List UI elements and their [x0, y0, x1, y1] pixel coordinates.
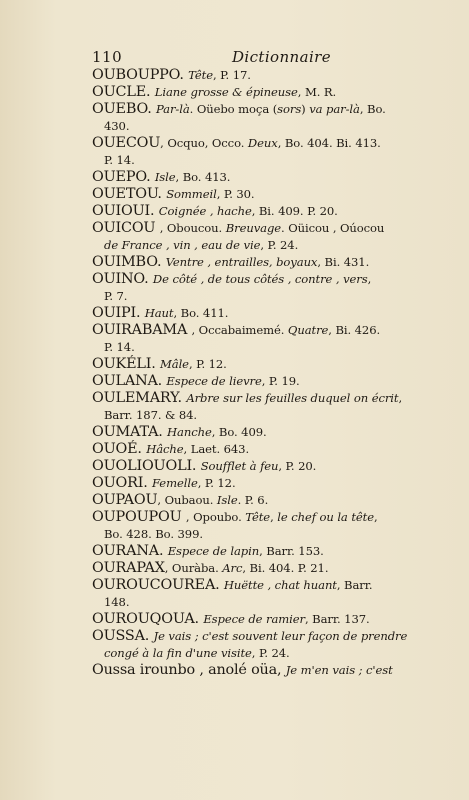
- dictionary-entry: [92, 169, 442, 186]
- gloss-text: Espece de ramier: [203, 612, 305, 626]
- dictionary-entry: [92, 543, 442, 560]
- headword: OULEMARY.: [92, 390, 187, 406]
- headword: OUOÉ.: [92, 441, 147, 457]
- reference-text: , Bo. 413.: [175, 170, 231, 184]
- gloss-text: Arbre sur les feuilles duquel on écrit: [186, 391, 399, 405]
- entry-line: [92, 373, 442, 390]
- headword: OUECOU: [92, 135, 161, 151]
- page-number: 110: [92, 48, 123, 66]
- entry-line: [92, 628, 442, 645]
- dictionary-entry: [92, 84, 442, 101]
- headword: OUPOUPOU: [92, 509, 186, 525]
- entry-line: [92, 101, 442, 118]
- entry-line: [92, 271, 442, 288]
- reference-text: ,: [270, 510, 278, 524]
- headword: OULANA.: [92, 373, 167, 389]
- headword: OUEPO.: [92, 169, 155, 185]
- reference-text: Barr. 187. & 84.: [104, 408, 197, 422]
- reference-text: , Bi. 409. P. 20.: [251, 204, 338, 218]
- gloss-text: de France , vin , eau de vie: [104, 238, 261, 252]
- gloss-text: Hanche: [167, 425, 212, 439]
- headword: OUROUQOUA.: [92, 611, 204, 627]
- reference-text: , P. 24.: [251, 646, 290, 660]
- reference-text: . P. 6.: [237, 493, 269, 507]
- headword: OUMATA.: [92, 424, 168, 440]
- dictionary-entry: [92, 577, 442, 611]
- dictionary-entry: [92, 67, 442, 84]
- headword: OUORI.: [92, 475, 152, 491]
- entry-continuation-line: [92, 118, 442, 135]
- entry-line: [92, 543, 442, 560]
- entry-line: [92, 169, 442, 186]
- headword: OUIPI.: [92, 305, 145, 321]
- reference-text: , Bo. 409.: [211, 425, 267, 439]
- reference-text: . Oüicou , Oúocou: [281, 221, 385, 235]
- reference-text: , P. 17.: [213, 68, 251, 82]
- reference-text: , Barr.: [336, 578, 373, 592]
- entry-continuation-line: [92, 594, 442, 611]
- dictionary-entry: [92, 356, 442, 373]
- headword: OUICOU: [92, 220, 160, 236]
- headword: Oussa irounbo , anolé oüa,: [92, 662, 286, 678]
- reference-text: 430.: [104, 119, 130, 133]
- reference-text: ,: [398, 391, 403, 405]
- gloss-text: va par-là: [309, 102, 360, 116]
- reference-text: , Oubaou.: [157, 493, 217, 507]
- reference-text: , Opoubo.: [185, 510, 246, 524]
- entry-line: [92, 186, 442, 203]
- gloss-text: Huëtte , chat huant: [223, 578, 337, 592]
- gloss-text: Quatre: [287, 323, 329, 337]
- entry-line: [92, 305, 442, 322]
- headword: OUIRABAMA: [92, 322, 192, 338]
- gloss-text: Femelle: [152, 476, 198, 490]
- headword: OUROUCOUREA.: [92, 577, 224, 593]
- dictionary-entry: [92, 101, 442, 135]
- running-head: Dictionnaire: [232, 48, 331, 66]
- gloss-text: Breuvage: [225, 221, 282, 235]
- dictionary-entry: [92, 305, 442, 322]
- reference-text: Bo. 428. Bo. 399.: [104, 527, 203, 541]
- headword: OUOLIOUOLI.: [92, 458, 201, 474]
- gloss-text: Deux: [247, 136, 278, 150]
- dictionary-entries: [92, 67, 442, 679]
- reference-text: , P. 19.: [261, 374, 300, 388]
- dictionary-entry: [92, 475, 442, 492]
- reference-text: , Laet. 643.: [183, 442, 250, 456]
- dictionary-entry: [92, 441, 442, 458]
- entry-continuation-line: [92, 645, 442, 662]
- headword: OUIMBO.: [92, 254, 166, 270]
- dictionary-entry: [92, 611, 442, 628]
- reference-text: , M. R.: [297, 85, 337, 99]
- entry-line: [92, 611, 442, 628]
- gloss-text: Tête: [245, 510, 271, 524]
- dictionary-entry: [92, 203, 442, 220]
- reference-text: , Barr. 137.: [304, 612, 370, 626]
- gloss-text: Mâle: [159, 357, 189, 371]
- headword: OUINO.: [92, 271, 153, 287]
- headword: OUKÉLI.: [92, 356, 160, 372]
- entry-continuation-line: [92, 339, 442, 356]
- dictionary-entry: [92, 509, 442, 543]
- headword: OUEBO.: [92, 101, 156, 117]
- reference-text: , P. 30.: [216, 187, 255, 201]
- reference-text: , P. 12.: [188, 357, 227, 371]
- gloss-text: Coignée , hache: [158, 204, 252, 218]
- entry-line: [92, 560, 442, 577]
- entry-line: [92, 458, 442, 475]
- dictionary-entry: [92, 560, 442, 577]
- entry-line: [92, 220, 442, 237]
- dictionary-entry: [92, 390, 442, 424]
- entry-line: [92, 254, 442, 271]
- headword: OURANA.: [92, 543, 168, 559]
- reference-text: ,: [367, 272, 372, 286]
- gloss-text: Je m'en vais ; c'est: [285, 663, 393, 677]
- dictionary-entry: [92, 458, 442, 475]
- reference-text: , P. 20.: [278, 459, 317, 473]
- dictionary-entry: [92, 662, 442, 679]
- reference-text: , Bo. 404. Bi. 413.: [277, 136, 381, 150]
- entry-line: [92, 492, 442, 509]
- dictionary-entry: [92, 628, 442, 662]
- entry-line: [92, 475, 442, 492]
- reference-text: P. 7.: [104, 289, 128, 303]
- gloss-text: De côté , de tous côtés , contre , vers: [152, 272, 368, 286]
- entry-line: [92, 662, 442, 679]
- entry-line: [92, 356, 442, 373]
- reference-text: ,: [373, 510, 378, 524]
- gloss-text: Sommeil: [166, 187, 217, 201]
- gloss-text: Arc: [222, 561, 243, 575]
- page-header: [92, 48, 434, 68]
- dictionary-entry: [92, 492, 442, 509]
- gloss-text: Hâche: [146, 442, 184, 456]
- reference-text: , P. 12.: [197, 476, 236, 490]
- entry-line: [92, 322, 442, 339]
- gloss-text: Ventre , entrailles, boyaux: [165, 255, 318, 269]
- entry-line: [92, 203, 442, 220]
- reference-text: , Bo.: [359, 102, 386, 116]
- reference-text: , Bo. 411.: [173, 306, 229, 320]
- gloss-text: Liane grosse & épineuse: [154, 85, 298, 99]
- headword: OURAPAX: [92, 560, 165, 576]
- dictionary-entry: [92, 254, 442, 271]
- gloss-text: sors: [277, 102, 302, 116]
- entry-line: [92, 577, 442, 594]
- reference-text: , Bi. 426.: [328, 323, 381, 337]
- headword: OUIOUI.: [92, 203, 159, 219]
- headword: OUBOUPPO.: [92, 67, 189, 83]
- dictionary-entry: [92, 322, 442, 356]
- reference-text: . Oüebo moça (: [189, 102, 278, 116]
- gloss-text: Tête: [188, 68, 213, 82]
- entry-line: [92, 390, 442, 407]
- gloss-text: Soufflet à feu: [200, 459, 279, 473]
- reference-text: ): [301, 102, 310, 116]
- entry-continuation-line: [92, 152, 442, 169]
- dictionary-entry: [92, 373, 442, 390]
- entry-continuation-line: [92, 288, 442, 305]
- headword: OUETOU.: [92, 186, 167, 202]
- gloss-text: Haut: [144, 306, 174, 320]
- headword: OUCLE.: [92, 84, 155, 100]
- reference-text: , Oboucou.: [159, 221, 226, 235]
- entry-continuation-line: [92, 407, 442, 424]
- gloss-text: Espece de lapin: [167, 544, 260, 558]
- reference-text: , P. 24.: [260, 238, 299, 252]
- entry-line: [92, 509, 442, 526]
- reference-text: , Occabaimemé.: [191, 323, 288, 337]
- entry-continuation-line: [92, 526, 442, 543]
- headword: OUSSA.: [92, 628, 154, 644]
- dictionary-entry: [92, 424, 442, 441]
- entry-line: [92, 424, 442, 441]
- gloss-text: congé à la fin d'une visite: [104, 646, 252, 660]
- reference-text: , Bi. 404. P. 21.: [242, 561, 329, 575]
- gloss-text: Isle: [216, 493, 238, 507]
- entry-line: [92, 135, 442, 152]
- entry-continuation-line: [92, 237, 442, 254]
- headword: OUPAOU: [92, 492, 158, 508]
- gloss-text: le chef ou la tête: [277, 510, 374, 524]
- reference-text: P. 14.: [104, 153, 135, 167]
- gloss-text: Je vais ; c'est souvent leur façon de prendre: [153, 629, 408, 643]
- entry-line: [92, 84, 442, 101]
- reference-text: , Barr. 153.: [259, 544, 324, 558]
- dictionary-entry: [92, 271, 442, 305]
- entry-line: [92, 67, 442, 84]
- gloss-text: Isle: [154, 170, 176, 184]
- reference-text: , Ouràba.: [164, 561, 223, 575]
- dictionary-entry: [92, 135, 442, 169]
- reference-text: , Ocquo, Occo.: [160, 136, 248, 150]
- reference-text: P. 14.: [104, 340, 135, 354]
- gloss-text: Espece de lievre: [166, 374, 262, 388]
- reference-text: 148.: [104, 595, 130, 609]
- entry-line: [92, 441, 442, 458]
- gloss-text: Par-là: [155, 102, 190, 116]
- dictionary-entry: [92, 186, 442, 203]
- reference-text: , Bi. 431.: [317, 255, 370, 269]
- dictionary-entry: [92, 220, 442, 254]
